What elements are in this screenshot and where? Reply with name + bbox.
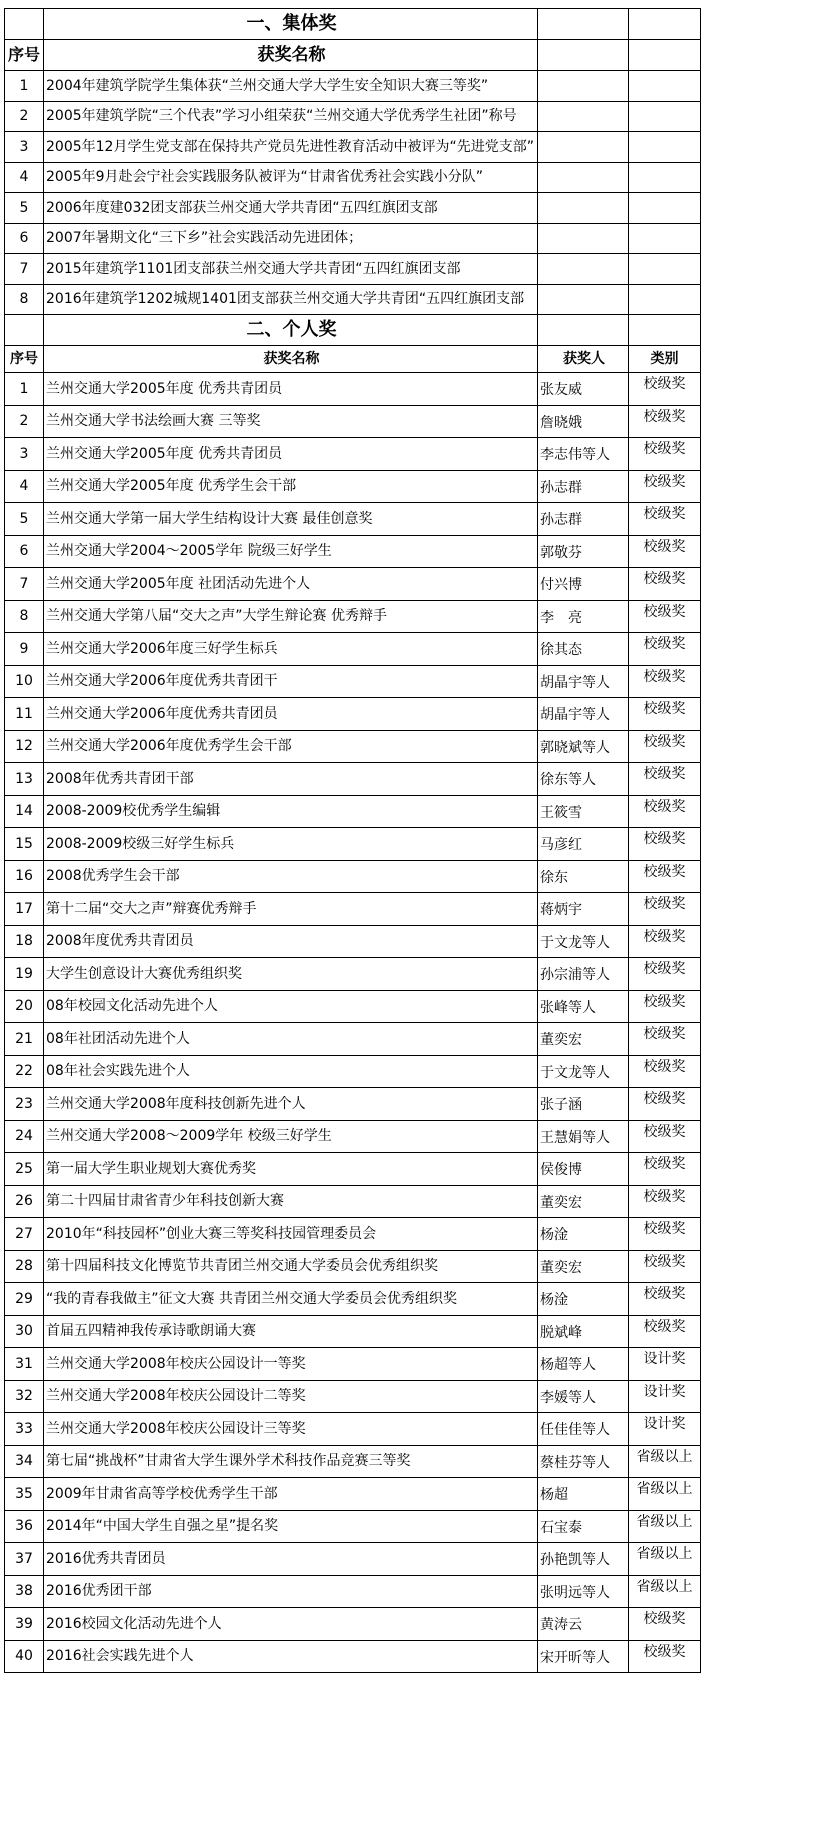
collective-col-index: 序号: [5, 40, 44, 71]
award-name: 2008年度优秀共青团员: [44, 925, 538, 958]
award-category: 省级以上: [629, 1510, 701, 1543]
award-category: 校级奖: [629, 1315, 701, 1348]
table-row: [5, 1185, 701, 1218]
award-name: 08年校园文化活动先进个人: [44, 990, 538, 1023]
table-row: [5, 1023, 701, 1056]
winner-name: 张子涵: [538, 1088, 629, 1121]
winner-name: 杨超等人: [538, 1348, 629, 1381]
row-index: 23: [5, 1088, 44, 1121]
row-index: 24: [5, 1120, 44, 1153]
award-name: 第一届大学生职业规划大赛优秀奖: [44, 1153, 538, 1186]
individual-column-header: [5, 346, 701, 373]
table-row: [5, 503, 701, 536]
award-name: 08年社团活动先进个人: [44, 1023, 538, 1056]
award-category: 省级以上: [629, 1445, 701, 1478]
row-index: 36: [5, 1510, 44, 1543]
table-row: [5, 990, 701, 1023]
row-index: 27: [5, 1218, 44, 1251]
award-category: 校级奖: [629, 1023, 701, 1056]
table-row: [5, 223, 701, 254]
row-index: 21: [5, 1023, 44, 1056]
row-index: 31: [5, 1348, 44, 1381]
table-row: [5, 1283, 701, 1316]
table-row: [5, 1445, 701, 1478]
winner-name: 董奕宏: [538, 1023, 629, 1056]
award-name: 2004年建筑学院学生集体获“兰州交通大学大学生安全知识大赛三等奖”: [44, 71, 538, 102]
winner-name: 杨淦: [538, 1283, 629, 1316]
table-row: [5, 1120, 701, 1153]
table-row: [5, 795, 701, 828]
table-row: [5, 71, 701, 102]
winner-name: 孙艳凯等人: [538, 1543, 629, 1576]
award-category: 校级奖: [629, 1153, 701, 1186]
award-category: 校级奖: [629, 925, 701, 958]
award-category: 校级奖: [629, 1283, 701, 1316]
row-index: 5: [5, 193, 44, 224]
row-index: 33: [5, 1413, 44, 1446]
award-category: 校级奖: [629, 1608, 701, 1641]
winner-name: 任佳佳等人: [538, 1413, 629, 1446]
winner-name: 孙宗浦等人: [538, 958, 629, 991]
award-name: 2016优秀共青团员: [44, 1543, 538, 1576]
winner-name: 孙志群: [538, 503, 629, 536]
awards-table: [4, 8, 701, 1673]
award-name: “我的青春我做主”征文大赛 共青团兰州交通大学委员会优秀组织奖: [44, 1283, 538, 1316]
award-category: 校级奖: [629, 1640, 701, 1673]
table-row: [5, 633, 701, 666]
row-index: 29: [5, 1283, 44, 1316]
row-index: 16: [5, 860, 44, 893]
award-name: 大学生创意设计大赛优秀组织奖: [44, 958, 538, 991]
award-category: 校级奖: [629, 438, 701, 471]
row-index: 18: [5, 925, 44, 958]
row-index: 28: [5, 1250, 44, 1283]
award-name: 兰州交通大学2005年度 社团活动先进个人: [44, 568, 538, 601]
table-row: [5, 438, 701, 471]
table-row: [5, 893, 701, 926]
table-row: [5, 1055, 701, 1088]
award-category: 校级奖: [629, 665, 701, 698]
table-row: [5, 373, 701, 406]
winner-name: 徐东: [538, 860, 629, 893]
winner-name: 胡晶宇等人: [538, 665, 629, 698]
winner-name: 蒋炳宇: [538, 893, 629, 926]
award-name: 2009年甘肃省高等学校优秀学生干部: [44, 1478, 538, 1511]
award-name: 2005年12月学生党支部在保持共产党员先进性教育活动中被评为“先进党支部”: [44, 132, 538, 163]
row-index: 34: [5, 1445, 44, 1478]
award-name: 2015年建筑学1101团支部获兰州交通大学共青团“五四红旗团支部: [44, 254, 538, 285]
award-category: 省级以上: [629, 1575, 701, 1608]
row-index: 35: [5, 1478, 44, 1511]
row-index: 38: [5, 1575, 44, 1608]
table-row: [5, 1543, 701, 1576]
winner-name: 张明远等人: [538, 1575, 629, 1608]
award-category: 校级奖: [629, 990, 701, 1023]
individual-col-winner: 获奖人: [538, 346, 629, 373]
award-name: 兰州交通大学2006年度优秀学生会干部: [44, 730, 538, 763]
row-index: 8: [5, 600, 44, 633]
row-index: 39: [5, 1608, 44, 1641]
table-row: [5, 1510, 701, 1543]
award-name: 兰州交通大学2005年度 优秀学生会干部: [44, 470, 538, 503]
row-index: 8: [5, 284, 44, 315]
row-index: 13: [5, 763, 44, 796]
table-row: [5, 101, 701, 132]
table-row: [5, 828, 701, 861]
winner-name: 王筱雪: [538, 795, 629, 828]
winner-name: 于文龙等人: [538, 925, 629, 958]
award-name: 2014年“中国大学生自强之星”提名奖: [44, 1510, 538, 1543]
row-index: 2: [5, 405, 44, 438]
award-category: 校级奖: [629, 600, 701, 633]
winner-name: 李 亮: [538, 600, 629, 633]
award-name: 2016社会实践先进个人: [44, 1640, 538, 1673]
winner-name: 张友威: [538, 373, 629, 406]
award-name: 第十二届“交大之声”辩赛优秀辩手: [44, 893, 538, 926]
table-row: [5, 1088, 701, 1121]
collective-column-header: [5, 40, 701, 71]
row-index: 37: [5, 1543, 44, 1576]
award-name: 2016年建筑学1202城规1401团支部获兰州交通大学共青团“五四红旗团支部: [44, 284, 538, 315]
row-index: 20: [5, 990, 44, 1023]
row-index: 17: [5, 893, 44, 926]
award-category: 校级奖: [629, 568, 701, 601]
table-row: [5, 698, 701, 731]
table-row: [5, 665, 701, 698]
row-index: 6: [5, 535, 44, 568]
award-category: 校级奖: [629, 1120, 701, 1153]
award-name: 兰州交通大学2006年度优秀共青团员: [44, 698, 538, 731]
row-index: 10: [5, 665, 44, 698]
award-name: 首届五四精神我传承诗歌朗诵大赛: [44, 1315, 538, 1348]
winner-name: 詹晓娥: [538, 405, 629, 438]
winner-name: 孙志群: [538, 470, 629, 503]
row-index: 4: [5, 470, 44, 503]
row-index: 1: [5, 71, 44, 102]
row-index: 11: [5, 698, 44, 731]
winner-name: 脱斌峰: [538, 1315, 629, 1348]
row-index: 30: [5, 1315, 44, 1348]
table-row: [5, 1348, 701, 1381]
table-row: [5, 1413, 701, 1446]
winner-name: 石宝泰: [538, 1510, 629, 1543]
award-name: 兰州交通大学第八届“交大之声”大学生辩论赛 优秀辩手: [44, 600, 538, 633]
award-name: 2008-2009校优秀学生编辑: [44, 795, 538, 828]
award-name: 兰州交通大学第一届大学生结构设计大赛 最佳创意奖: [44, 503, 538, 536]
table-row: [5, 1575, 701, 1608]
award-category: 校级奖: [629, 958, 701, 991]
row-index: 14: [5, 795, 44, 828]
award-category: 省级以上: [629, 1478, 701, 1511]
award-name: 08年社会实践先进个人: [44, 1055, 538, 1088]
winner-name: 蔡桂芬等人: [538, 1445, 629, 1478]
table-row: [5, 1380, 701, 1413]
award-name: 第二十四届甘肃省青少年科技创新大赛: [44, 1185, 538, 1218]
winner-name: 王慧娟等人: [538, 1120, 629, 1153]
award-name: 兰州交通大学书法绘画大赛 三等奖: [44, 405, 538, 438]
award-category: 校级奖: [629, 763, 701, 796]
table-row: [5, 1250, 701, 1283]
winner-name: 张峰等人: [538, 990, 629, 1023]
individual-col-category: 类别: [629, 346, 701, 373]
award-category: 校级奖: [629, 470, 701, 503]
table-row: [5, 958, 701, 991]
award-category: 校级奖: [629, 698, 701, 731]
award-category: 校级奖: [629, 535, 701, 568]
award-name: 第十四届科技文化博览节共青团兰州交通大学委员会优秀组织奖: [44, 1250, 538, 1283]
award-name: 兰州交通大学2006年度优秀共青团干: [44, 665, 538, 698]
row-index: 22: [5, 1055, 44, 1088]
award-name: 第七届“挑战杯”甘肃省大学生课外学术科技作品竞赛三等奖: [44, 1445, 538, 1478]
row-index: 7: [5, 568, 44, 601]
award-name: 2008优秀学生会干部: [44, 860, 538, 893]
winner-name: 胡晶宇等人: [538, 698, 629, 731]
award-name: 2010年“科技园杯”创业大赛三等奖科技园管理委员会: [44, 1218, 538, 1251]
winner-name: 宋开昕等人: [538, 1640, 629, 1673]
award-category: 校级奖: [629, 860, 701, 893]
award-name: 兰州交通大学2008年度科技创新先进个人: [44, 1088, 538, 1121]
table-row: [5, 535, 701, 568]
table-row: [5, 1315, 701, 1348]
winner-name: 徐东等人: [538, 763, 629, 796]
row-index: 3: [5, 132, 44, 163]
award-name: 2008年优秀共青团干部: [44, 763, 538, 796]
award-category: 设计奖: [629, 1380, 701, 1413]
award-category: 省级以上: [629, 1543, 701, 1576]
table-row: [5, 405, 701, 438]
winner-name: 郭晓斌等人: [538, 730, 629, 763]
table-row: [5, 193, 701, 224]
row-index: 5: [5, 503, 44, 536]
table-row: [5, 254, 701, 285]
row-index: 25: [5, 1153, 44, 1186]
row-index: 1: [5, 373, 44, 406]
winner-name: 马彦红: [538, 828, 629, 861]
winner-name: 付兴博: [538, 568, 629, 601]
table-row: [5, 1218, 701, 1251]
row-index: 7: [5, 254, 44, 285]
award-category: 设计奖: [629, 1348, 701, 1381]
table-row: [5, 162, 701, 193]
award-category: 校级奖: [629, 893, 701, 926]
winner-name: 郭敬芬: [538, 535, 629, 568]
table-row: [5, 925, 701, 958]
award-name: 兰州交通大学2008年校庆公园设计三等奖: [44, 1413, 538, 1446]
row-index: 15: [5, 828, 44, 861]
individual-col-name: 获奖名称: [44, 346, 538, 373]
table-row: [5, 600, 701, 633]
award-name: 2016优秀团干部: [44, 1575, 538, 1608]
winner-name: 徐其态: [538, 633, 629, 666]
award-category: 校级奖: [629, 1088, 701, 1121]
award-category: 校级奖: [629, 405, 701, 438]
winner-name: 于文龙等人: [538, 1055, 629, 1088]
award-name: 兰州交通大学2004～2005学年 院级三好学生: [44, 535, 538, 568]
row-index: 9: [5, 633, 44, 666]
award-name: 2007年暑期文化“三下乡”社会实践活动先进团体；: [44, 223, 538, 254]
collective-section-title: 一、集体奖: [44, 9, 538, 40]
award-name: 2006年度建032团支部获兰州交通大学共青团“五四红旗团支部: [44, 193, 538, 224]
individual-section-title: 二、个人奖: [44, 315, 538, 346]
award-category: 校级奖: [629, 1055, 701, 1088]
award-category: 校级奖: [629, 1218, 701, 1251]
award-category: 校级奖: [629, 1250, 701, 1283]
table-row: [5, 568, 701, 601]
award-name: 兰州交通大学2008～2009学年 校级三好学生: [44, 1120, 538, 1153]
row-index: 2: [5, 101, 44, 132]
winner-name: 李媛等人: [538, 1380, 629, 1413]
row-index: 19: [5, 958, 44, 991]
table-row: [5, 284, 701, 315]
table-row: [5, 860, 701, 893]
table-row: [5, 132, 701, 163]
award-name: 兰州交通大学2005年度 优秀共青团员: [44, 438, 538, 471]
table-row: [5, 730, 701, 763]
award-name: 2008-2009校级三好学生标兵: [44, 828, 538, 861]
row-index: 3: [5, 438, 44, 471]
row-index: 26: [5, 1185, 44, 1218]
award-category: 校级奖: [629, 373, 701, 406]
award-category: 校级奖: [629, 730, 701, 763]
row-index: 6: [5, 223, 44, 254]
award-category: 校级奖: [629, 503, 701, 536]
award-name: 2016校园文化活动先进个人: [44, 1608, 538, 1641]
award-name: 兰州交通大学2008年校庆公园设计二等奖: [44, 1380, 538, 1413]
award-name: 2005年建筑学院“三个代表”学习小组荣获“兰州交通大学优秀学生社团”称号: [44, 101, 538, 132]
table-row: [5, 1608, 701, 1641]
award-category: 设计奖: [629, 1413, 701, 1446]
collective-col-name: 获奖名称: [44, 40, 538, 71]
table-row: [5, 1640, 701, 1673]
table-row: [5, 1153, 701, 1186]
winner-name: 黄涛云: [538, 1608, 629, 1641]
award-category: 校级奖: [629, 633, 701, 666]
award-category: 校级奖: [629, 795, 701, 828]
table-row: [5, 1478, 701, 1511]
award-name: 兰州交通大学2005年度 优秀共青团员: [44, 373, 538, 406]
table-row: [5, 470, 701, 503]
table-row: [5, 763, 701, 796]
collective-section-header: [5, 9, 701, 40]
award-category: 校级奖: [629, 1185, 701, 1218]
winner-name: 董奕宏: [538, 1185, 629, 1218]
row-index: 40: [5, 1640, 44, 1673]
individual-col-index: 序号: [5, 346, 44, 373]
winner-name: 杨淦: [538, 1218, 629, 1251]
row-index: 32: [5, 1380, 44, 1413]
winner-name: 李志伟等人: [538, 438, 629, 471]
award-category: 校级奖: [629, 828, 701, 861]
winner-name: 侯俊博: [538, 1153, 629, 1186]
winner-name: 董奕宏: [538, 1250, 629, 1283]
individual-section-header: [5, 315, 701, 346]
row-index: 12: [5, 730, 44, 763]
winner-name: 杨超: [538, 1478, 629, 1511]
award-name: 2005年9月赴会宁社会实践服务队被评为“甘肃省优秀社会实践小分队”: [44, 162, 538, 193]
award-name: 兰州交通大学2008年校庆公园设计一等奖: [44, 1348, 538, 1381]
row-index: 4: [5, 162, 44, 193]
award-name: 兰州交通大学2006年度三好学生标兵: [44, 633, 538, 666]
